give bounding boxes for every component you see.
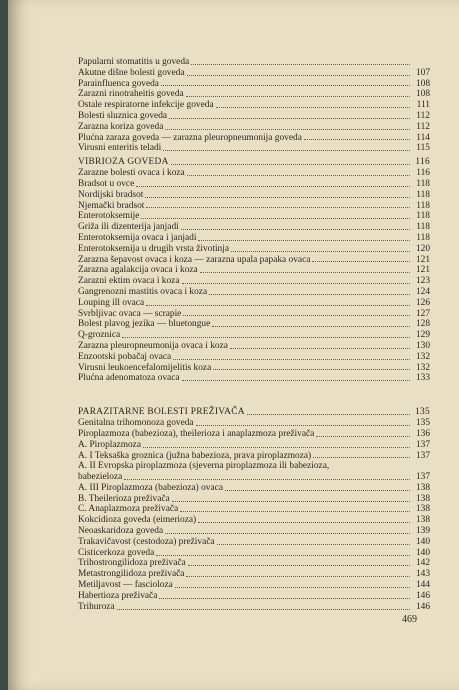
entry-title: Nordijski bradsot <box>78 189 144 200</box>
entry-title: Plućna adenomatoza ovaca <box>78 373 180 384</box>
toc-entry <box>78 494 430 505</box>
entry-page: 127 <box>415 308 430 319</box>
leader-dots <box>165 129 410 130</box>
entry-page: 108 <box>415 78 430 89</box>
toc-entry <box>78 222 430 233</box>
entry-title: Trihostrongilidoza preživača <box>78 558 186 569</box>
entry-title: Ostale respiratorne infekcije goveda <box>78 100 214 111</box>
entry-title: A. III Piroplazmoza (babezioza) ovaca <box>78 482 223 493</box>
book-page <box>8 0 459 690</box>
entry-title: Njemački bradsot <box>78 200 145 211</box>
leader-dots <box>124 479 410 480</box>
entry-page: 118 <box>416 222 430 233</box>
entry-title: Trakavičavost (cestodoza) preživača <box>78 536 215 547</box>
toc-entry <box>78 440 430 451</box>
entry-title: Habertioza preživača <box>78 590 158 601</box>
entry-page: 142 <box>415 558 430 569</box>
entry-page: 128 <box>415 319 430 330</box>
wrapped-entry-line2 <box>78 472 430 483</box>
toc-entry <box>78 373 430 384</box>
entry-title: B. Theilerioza preživača <box>78 493 170 504</box>
toc-entry <box>78 122 430 133</box>
toc-entry <box>78 255 430 266</box>
toc-entry <box>78 68 430 79</box>
leader-dots <box>209 294 410 295</box>
entry-title: Metastrongilidoza preživača <box>78 569 185 580</box>
entry-title: Bradsot u ovce <box>78 178 135 189</box>
entry-title: Zarazni ektim ovaca i koza <box>78 276 180 287</box>
toc-entry <box>78 309 430 320</box>
leader-dots <box>169 118 410 119</box>
entry-title: Cisticerkoza goveda <box>78 547 155 558</box>
leader-dots <box>186 96 410 97</box>
leader-dots <box>247 414 410 415</box>
leader-dots <box>313 457 410 458</box>
entry-page: 135 <box>415 418 430 429</box>
leader-dots <box>163 150 410 151</box>
section-page: 135 <box>415 407 430 418</box>
toc-entry <box>78 515 430 526</box>
leader-dots <box>145 197 410 198</box>
leader-dots <box>146 305 410 306</box>
toc-entry <box>78 57 430 68</box>
entry-title: Louping ill ovaca <box>78 297 145 308</box>
leader-dots <box>117 609 410 610</box>
leader-dots <box>187 175 410 176</box>
leader-dots <box>122 337 410 338</box>
entry-page: 115 <box>416 143 430 154</box>
entry-title: Papularni stomatitis u goveda <box>78 57 190 67</box>
entry-title: C. Anaplazmoza preživača <box>78 504 179 515</box>
toc-entry <box>78 276 430 287</box>
toc-entry <box>78 548 430 559</box>
entry-title: Bolest plavog jezika — bluetongue <box>78 319 211 330</box>
leader-dots <box>172 501 410 502</box>
toc-entry <box>78 537 430 548</box>
leader-dots <box>141 218 410 219</box>
leader-dots <box>186 576 410 577</box>
entry-title: Enzootski pobačaj ovaca <box>78 351 172 362</box>
leader-dots <box>181 229 410 230</box>
entry-title: Parainfluenca goveda <box>78 78 159 89</box>
toc-entry <box>78 265 430 276</box>
entry-page: 121 <box>415 254 430 265</box>
section2-entries-a <box>78 418 430 461</box>
toc-entry <box>78 319 430 330</box>
entry-page: 111 <box>416 100 430 111</box>
wrapped-entry-line1: A. II Evropska piroplazmoza (sjeverna piroplazmoza ili babezioza, <box>78 461 330 472</box>
entry-page: 133 <box>415 373 430 384</box>
leader-dots <box>173 359 410 360</box>
entry-page: 138 <box>415 515 430 526</box>
entry-page: 138 <box>415 504 430 515</box>
entry-title: Zarazna pleuropneumonija ovaca i koza <box>78 340 228 351</box>
section-heading-parazitarne <box>78 406 430 418</box>
leader-dots <box>143 447 410 448</box>
toc-entry <box>78 558 430 569</box>
leader-dots <box>216 107 410 108</box>
entry-title: Bolesti sluznica goveda <box>78 110 168 121</box>
page-number: 469 <box>402 614 417 625</box>
section-heading-vibrioza <box>78 156 430 168</box>
section-title: VIBRIOZA GOVEDA <box>78 157 169 168</box>
toc-entry <box>78 526 430 537</box>
entry-title: Kokcidioza goveda (eimerioza) <box>78 515 197 526</box>
entry-page: 132 <box>415 362 430 373</box>
toc-entry <box>78 363 430 374</box>
leader-dots <box>175 587 410 588</box>
toc-entry <box>78 111 430 122</box>
leader-dots <box>136 186 410 187</box>
entry-page: 137 <box>415 450 430 461</box>
leader-dots <box>159 598 410 599</box>
entry-page: 138 <box>415 482 430 493</box>
entry-page: 118 <box>416 211 430 222</box>
entry-title: Gangrenozni mastitis ovaca i koza <box>78 286 208 297</box>
entry-page: 118 <box>416 178 430 189</box>
toc-entry <box>78 602 430 613</box>
entry-page: 108 <box>415 89 430 100</box>
entry-title: Plućna zaraza goveda — zarazna pleuropneumonija goveda <box>78 132 302 143</box>
entry-page: 130 <box>415 340 430 351</box>
leader-dots <box>304 139 410 140</box>
toc-entry <box>78 451 430 462</box>
entry-title: A. I Teksaška groznica (južna babezioza, prava piroplazmoza) <box>78 450 312 461</box>
entry-title: Piroplazmoza (babezioza), theilerioza i anaplazmoza preživača <box>78 428 315 439</box>
leader-dots <box>182 283 410 284</box>
entry-title: Zarazne bolesti ovaca i koza <box>78 168 185 179</box>
entry-title: Zarazna šepavost ovaca i koza — zarazna upala papaka ovaca <box>78 254 311 265</box>
leader-dots <box>188 565 410 566</box>
leader-dots <box>191 64 410 65</box>
leader-dots <box>146 207 410 208</box>
toc-entry <box>78 341 430 352</box>
entry-page: 139 <box>415 526 430 537</box>
entry-page: 137 <box>415 439 430 450</box>
entry-title: Metiljavost — fascioloza <box>78 580 173 591</box>
leader-dots <box>231 251 410 252</box>
entry-page: 118 <box>416 189 430 200</box>
leader-dots <box>196 425 410 426</box>
toc-entry <box>78 287 430 298</box>
entry-page: 112 <box>416 121 430 132</box>
entry-page: 116 <box>416 168 430 179</box>
toc-entry <box>78 211 430 222</box>
leader-dots <box>161 85 410 86</box>
entry-title: Zarazni rinotraheitis goveda <box>78 89 184 100</box>
entry-page: 129 <box>415 330 430 341</box>
toc-entry <box>78 418 430 429</box>
entry-page: 123 <box>415 276 430 287</box>
entry-title: Griža ili dizenterija janjadi <box>78 222 179 233</box>
section-gap <box>78 384 430 404</box>
leader-dots <box>182 380 410 381</box>
leader-dots <box>183 315 410 316</box>
table-of-contents <box>78 57 430 612</box>
section-title: PARAZITARNE BOLESTI PREŽIVAČA <box>78 407 245 418</box>
leader-dots <box>316 436 410 437</box>
entry-title: Akutne dišne bolesti goveda <box>78 67 185 78</box>
leader-dots <box>198 522 410 523</box>
entry-title: Virusni leukoencefalomijelitis koza <box>78 362 212 373</box>
toc-entry <box>78 100 430 111</box>
entry-page: 114 <box>416 132 430 143</box>
entry-page: 121 <box>415 265 430 276</box>
leader-dots <box>213 369 410 370</box>
entry-page: 140 <box>415 536 430 547</box>
toc-entry <box>78 591 430 602</box>
entry-title: Genitalna trihomonoza goveda <box>78 418 194 429</box>
toc-entry <box>78 190 430 201</box>
entry-title: Svrbljivac ovaca — scrapie <box>78 308 182 319</box>
leader-dots <box>180 511 410 512</box>
toc-entry <box>78 483 430 494</box>
entry-page: 112 <box>416 110 430 121</box>
toc-entry <box>78 233 430 244</box>
leader-dots <box>156 555 410 556</box>
leader-dots <box>212 326 410 327</box>
toc-entry <box>78 330 430 341</box>
toc-entry <box>78 580 430 591</box>
entry-page: 138 <box>415 493 430 504</box>
toc-entry <box>78 179 430 190</box>
toc-entry <box>78 133 430 144</box>
entry-page: 132 <box>415 351 430 362</box>
leader-dots <box>165 533 410 534</box>
entry-title: Enterotoksemija ovaca i janjadi <box>78 232 197 243</box>
entry-title: A. Piroplazmoza <box>78 439 142 450</box>
leader-dots <box>200 272 410 273</box>
top-entries <box>78 57 430 154</box>
toc-entry <box>78 168 430 179</box>
leader-dots <box>225 490 410 491</box>
entry-page: 118 <box>416 232 430 243</box>
toc-entry <box>78 79 430 90</box>
entry-title: Enterotoksemija u drugih vrsta životinja <box>78 243 230 254</box>
leader-dots <box>187 75 411 76</box>
entry-title: Enterotoksemije <box>78 211 140 222</box>
leader-dots <box>217 544 410 545</box>
entry-page: 120 <box>415 243 430 254</box>
toc-entry <box>78 429 430 440</box>
entry-title: Q-groznica <box>78 330 121 341</box>
entry-title: Virusni enteritis teladi <box>78 143 162 154</box>
toc-entry <box>78 143 430 154</box>
leader-dots <box>312 261 410 262</box>
entry-title: babezieloza <box>78 472 123 483</box>
toc-entry <box>78 569 430 580</box>
entry-title: Neoaskaridoza goveda <box>78 526 164 537</box>
toc-entry <box>78 504 430 515</box>
entry-page: 137 <box>415 472 430 483</box>
entry-page: 144 <box>415 580 430 591</box>
toc-entry <box>78 244 430 255</box>
entry-page: 143 <box>415 569 430 580</box>
leader-dots <box>171 164 410 165</box>
entry-page: 140 <box>415 547 430 558</box>
section-page: 116 <box>415 157 430 168</box>
toc-entry <box>78 201 430 212</box>
toc-entry <box>78 352 430 363</box>
toc-entry <box>78 298 430 309</box>
entry-page: 146 <box>415 601 430 612</box>
section2-entries-b <box>78 483 430 613</box>
entry-page: 126 <box>415 297 430 308</box>
entry-title: Zarazna koriza goveda <box>78 121 164 132</box>
entry-page: 136 <box>415 428 430 439</box>
entry-page: 107 <box>415 67 430 78</box>
entry-title: Zarazna agalakcija ovaca i koza <box>78 265 198 276</box>
entry-page: 146 <box>415 590 430 601</box>
entry-page: 118 <box>416 200 430 211</box>
entry-title: Trihuroza <box>78 601 115 612</box>
toc-entry <box>78 89 430 100</box>
section1-entries <box>78 168 430 384</box>
entry-page: 124 <box>415 286 430 297</box>
leader-dots <box>230 348 410 349</box>
leader-dots <box>198 240 410 241</box>
